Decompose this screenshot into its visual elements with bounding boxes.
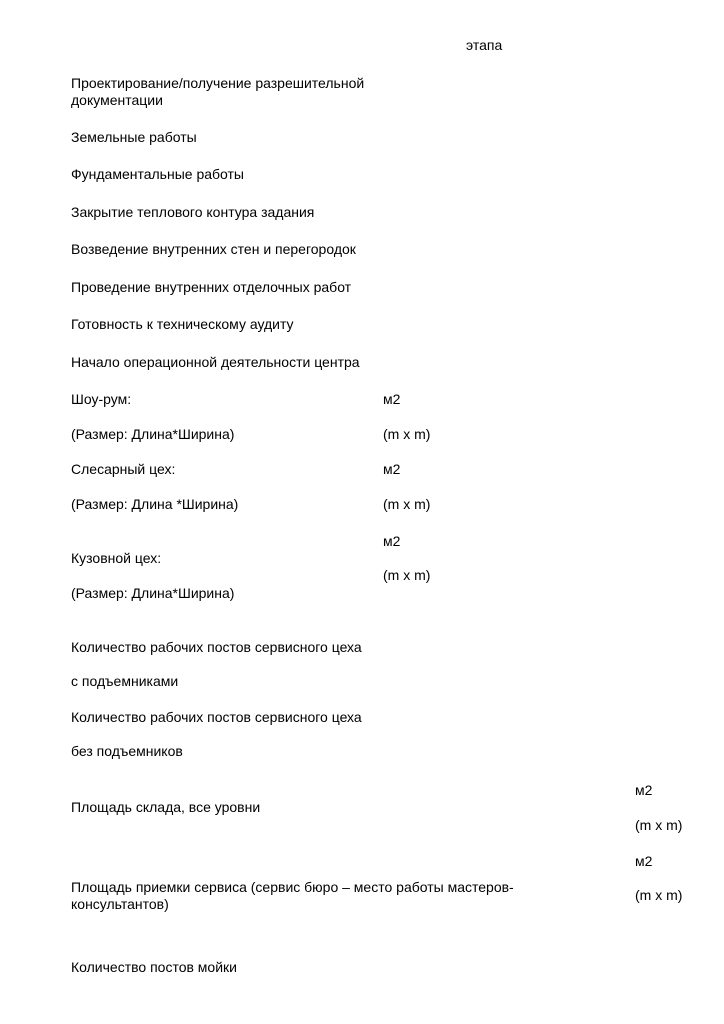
stage-internal-walls: Возведение внутренних стен и перегородок: [71, 241, 356, 257]
stage-column-header: этапа: [466, 37, 503, 53]
warehouse-unit: м2: [635, 782, 653, 798]
showroom-unit: м2: [383, 391, 401, 407]
body-shop-label: Кузовной цех:: [71, 550, 162, 566]
mechanical-shop-unit: м2: [383, 461, 401, 477]
stage-thermal-contour: Закрытие теплового контура задания: [71, 204, 315, 220]
reception-label-line2: консультантов): [71, 896, 169, 912]
warehouse-label: Площадь склада, все уровни: [71, 799, 261, 815]
posts-with-lifts-line1: Количество рабочих постов сервисного цеха: [71, 639, 362, 655]
stage-technical-audit: Готовность к техническому аудиту: [71, 316, 294, 332]
stage-earthworks: Земельные работы: [71, 129, 197, 145]
mechanical-shop-size-note: (Размер: Длина *Ширина): [71, 496, 239, 512]
mechanical-shop-label: Слесарный цех:: [71, 461, 176, 477]
posts-without-lifts-line2: без подъемников: [71, 743, 183, 759]
reception-label-line1: Площадь приемки сервиса (сервис бюро – место работы мастеров-: [71, 879, 514, 895]
reception-unit-dims: (m x m): [635, 887, 683, 903]
showroom-unit-dims: (m x m): [383, 426, 431, 442]
showroom-size-note: (Размер: Длина*Ширина): [71, 426, 235, 442]
warehouse-unit-dims: (m x m): [635, 817, 683, 833]
mechanical-shop-unit-dims: (m x m): [383, 496, 431, 512]
posts-without-lifts-line1: Количество рабочих постов сервисного цеха: [71, 709, 362, 725]
washing-posts-label: Количество постов мойки: [71, 959, 237, 975]
stage-design-line1: Проектирование/получение разрешительной: [71, 75, 365, 91]
reception-unit: м2: [635, 853, 653, 869]
stage-foundation: Фундаментальные работы: [71, 166, 244, 182]
stage-design-line2: документации: [71, 92, 163, 108]
showroom-label: Шоу-рум:: [71, 391, 132, 407]
body-shop-unit: м2: [383, 533, 401, 549]
body-shop-size-note: (Размер: Длина*Ширина): [71, 585, 235, 601]
posts-with-lifts-line2: с подъемниками: [71, 673, 179, 689]
body-shop-unit-dims: (m x m): [383, 567, 431, 583]
stage-operations-start: Начало операционной деятельности центра: [71, 354, 360, 370]
stage-finishing-works: Проведение внутренних отделочных работ: [71, 279, 352, 295]
